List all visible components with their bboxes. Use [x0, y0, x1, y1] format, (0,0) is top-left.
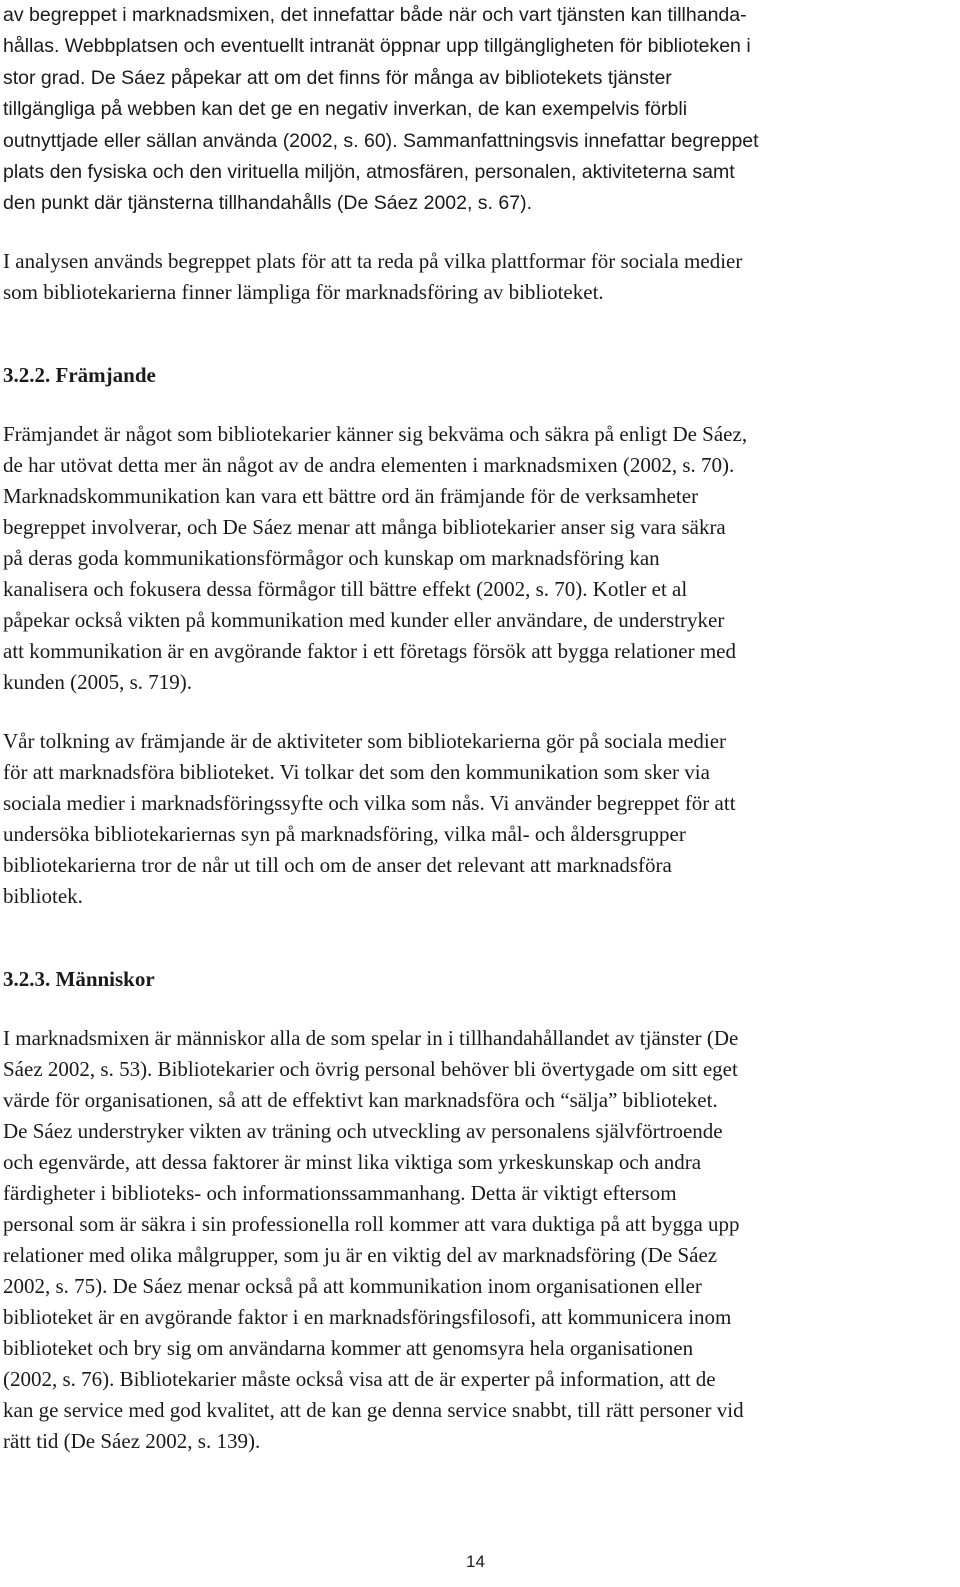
section-heading-322: 3.2.2. Främjande: [3, 363, 156, 387]
text-line: relationer med olika målgrupper, som ju är en viktig del av marknadsföring (De Sáez: [3, 1243, 718, 1267]
text-line: på deras goda kommunikationsförmågor och kunskap om marknadsföring kan: [3, 546, 660, 570]
text-line: tillgängliga på webben kan det ge en negativ inverkan, de kan exempelvis förbli: [3, 98, 688, 120]
text-line: som bibliotekarierna finner lämpliga för marknadsföring av biblioteket.: [3, 280, 604, 304]
text-line: begreppet involverar, och De Sáez menar att många bibliotekarier anser sig vara säkra: [3, 515, 726, 539]
section-322-paragraph-2: [3, 726, 736, 912]
text-line: bibliotekarierna tror de når ut till och om de anser det relevant att marknadsföra: [3, 853, 672, 877]
text-line: De Sáez påpekar att om det finns för många av bibliotekets tjänster: [90, 67, 672, 89]
text-line: biblioteket är en avgörande faktor i en marknadsföringsfilosofi, att kommunicera inom: [3, 1305, 732, 1329]
text-line: av begreppet i marknadsmixen, det innefattar både när och vart tjänsten kan tillhanda-: [3, 4, 747, 26]
text-line: Sammanfattningsvis innefattar begreppet: [403, 130, 759, 152]
text-line: Marknadskommunikation kan vara ett bättre ord än främjande för de verksamheter: [3, 484, 699, 508]
text-line: kan ge service med god kvalitet, att de kan ge denna service snabbt, till rätt personer vid: [3, 1398, 744, 1422]
section-323-paragraph-1: [3, 1023, 744, 1457]
text-line: Främjandet är något som bibliotekarier känner sig bekväma och säkra på enligt De Sáez,: [3, 422, 748, 446]
text-line: sociala medier i marknadsföringssyfte och vilka som nås. Vi använder begreppet för att: [3, 791, 736, 815]
text-line: biblioteket och bry sig om användarna kommer att genomsyra hela organisationen: [3, 1336, 694, 1360]
text-line: outnyttjade eller sällan använda (2002, s. 60).: [3, 130, 404, 152]
text-line: Sáez 2002, s. 53). Bibliotekarier och övrig personal behöver bli övertygade om sitt eget: [3, 1057, 738, 1081]
text-line: för att marknadsföra biblioteket. Vi tolkar det som den kommunikation som sker via: [3, 760, 710, 784]
text-line: kunden (2005, s. 719).: [3, 670, 192, 694]
text-line: färdigheter i biblioteks- och informationssammanhang. Detta är viktigt eftersom: [3, 1181, 677, 1205]
text-line: De Sáez understryker vikten av träning och utveckling av personalens självförtroende: [3, 1119, 723, 1143]
text-line: I analysen används begreppet plats för att ta reda på vilka plattformar för sociala medier: [3, 249, 743, 273]
page-number: 14: [466, 1552, 485, 1571]
text-line: Vår tolkning av främjande är de aktiviteter som bibliotekarierna gör på sociala medier: [3, 729, 727, 753]
text-line: I marknadsmixen är människor alla de som spelar in i tillhandahållandet av tjänster (De: [3, 1026, 739, 1050]
text-line: plats den fysiska och den virituella miljön, atmosfären, personalen, aktiviteterna samt: [3, 161, 735, 183]
text-line: bibliotek.: [3, 884, 83, 908]
text-line: att kommunikation är en avgörande faktor i ett företags försök att bygga relationer med: [3, 639, 737, 663]
text-line: den punkt där tjänsterna tillhandahålls (De Sáez 2002, s. 67).: [3, 192, 532, 214]
text-line: värde för organisationen, så att de effektivt kan marknadsföra och “sälja” biblioteket.: [3, 1088, 718, 1112]
text-line: kanalisera och fokusera dessa förmågor till bättre effekt (2002, s. 70). Kotler et al: [3, 577, 688, 601]
text-line: hållas. Webbplatsen och eventuellt intranät öppnar upp tillgängligheten för biblioteken i: [3, 35, 751, 57]
text-line: stor grad.: [3, 67, 91, 89]
text-line: rätt tid (De Sáez 2002, s. 139).: [3, 1429, 261, 1453]
section-322-paragraph-1: [3, 419, 747, 698]
text-line: (2002, s. 76). Bibliotekarier måste också visa att de är experter på information, att de: [3, 1367, 716, 1391]
paragraph-analysis: [3, 246, 742, 308]
text-line: och egenvärde, att dessa faktorer är minst lika viktiga som yrkeskunskap och andra: [3, 1150, 702, 1174]
text-line: undersöka bibliotekariernas syn på marknadsföring, vilka mål- och åldersgrupper: [3, 822, 686, 846]
text-line: påpekar också vikten på kommunikation med kunder eller användare, de understryker: [3, 608, 725, 632]
text-line: personal som är säkra i sin professionella roll kommer att vara duktiga på att bygga upp: [3, 1212, 740, 1236]
text-line: de har utövat detta mer än något av de andra elementen i marknadsmixen (2002, s. 70).: [3, 453, 735, 477]
paragraph-intro: [3, 0, 759, 219]
text-line: 2002, s. 75). De Sáez menar också på att kommunikation inom organisationen eller: [3, 1274, 702, 1298]
section-heading-323: 3.2.3. Människor: [3, 967, 155, 991]
